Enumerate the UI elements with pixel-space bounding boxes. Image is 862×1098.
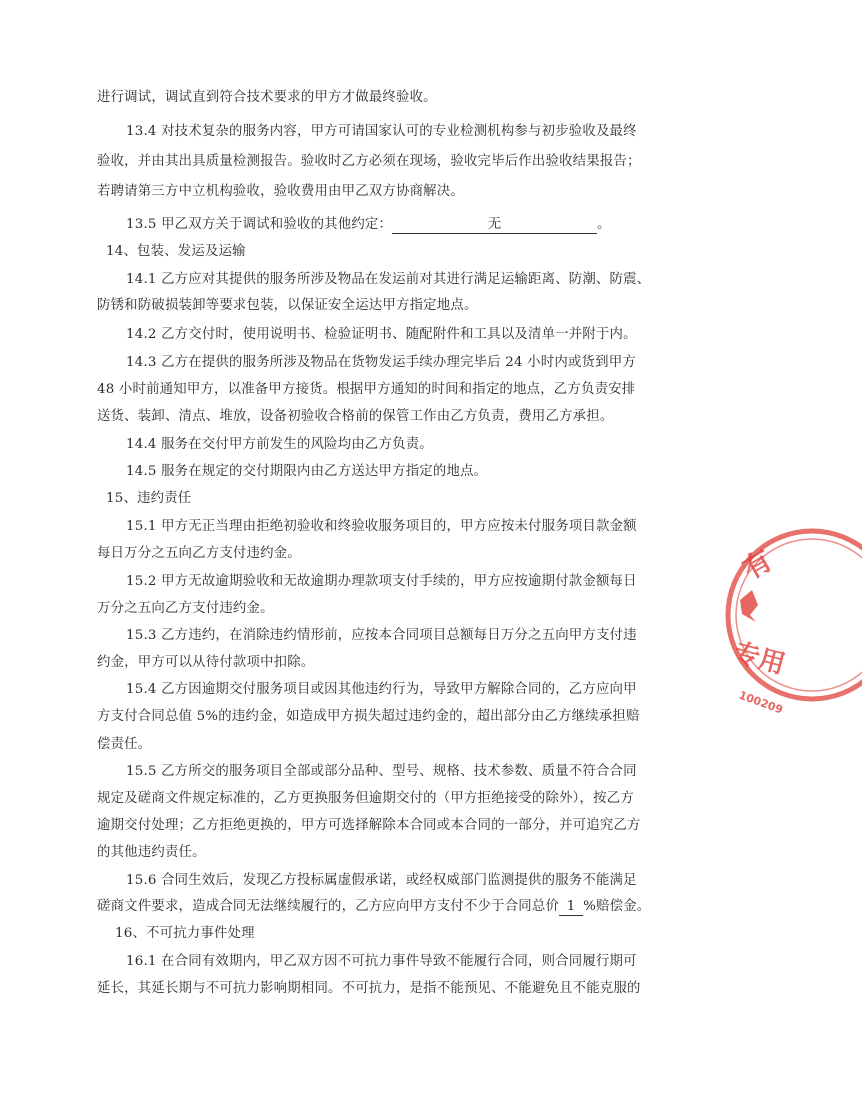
clause-15-1: 15.1 甲方无正当理由拒绝初验收和终验收服务项目的，甲方应按未付服务项目款金额 [126,519,637,534]
clause-15-2: 15.2 甲方无故逾期验收和无故逾期办理款项支付手续的，甲方应按逾期付款金额每日 [126,574,637,589]
clause-14-1: 14.1 乙方应对其提供的服务所涉及物品在发运前对其进行满足运输距离、防潮、防震、 [126,272,651,287]
text-line: 方支付合同总值 5%的违约金，如造成甲方损失超过违约金的，超出部分由乙方继续承担赔 [97,709,640,724]
clause-14-5: 14.5 服务在规定的交付期限内由乙方送达甲方指定的地点。 [126,464,488,479]
clause-16-1: 16.1 在合同有效期内，甲乙双方因不可抗力事件导致不能履行合同，则合同履行期可 [126,954,637,969]
text-line: 偿责任。 [97,737,152,752]
clause-13-5-blank: 无 [392,217,597,234]
text-line: 万分之五向乙方支付违约金。 [97,601,274,616]
text-line: 每日万分之五向乙方支付违约金。 [97,546,301,561]
text-line: 送货、装卸、清点、堆放，设备初验收合格前的保管工作由乙方负责，费用乙方承担。 [97,409,614,424]
text-line: 延长，其延长期与不可抗力影响期相同。不可抗力，是指不能预见、不能避免且不能克服的 [97,981,641,996]
seal-text-mid: 专用 [730,637,789,681]
clause-14-4: 14.4 服务在交付甲方前发生的风险均由乙方负责。 [126,437,433,452]
clause-15-3: 15.3 乙方违约，在消除违约情形前，应按本合同项目总额每日万分之五向甲方支付违 [126,628,637,643]
section-heading-16: 16、不可抗力事件处理 [115,926,255,941]
clause-13-5-text: 13.5 甲乙双方关于调试和验收的其他约定： [126,217,393,232]
text-line: 约金，甲方可以从待付款项中扣除。 [97,655,315,670]
clause-15-4: 15.4 乙方因逾期交付服务项目或因其他违约行为，导致甲方解除合同的，乙方应向甲 [126,682,637,697]
section-heading-14: 14、包装、发运及运输 [106,244,246,259]
seal-text-number: 100209 [736,688,785,717]
clause-15-6-after: %赔偿金。 [583,899,651,914]
clause-13-5 [126,216,611,234]
text-line: 防锈和防破损装卸等要求包装，以保证安全运达甲方指定地点。 [97,298,478,313]
clause-15-6-continued [97,898,650,916]
clause-14-2: 14.2 乙方交付时，使用说明书、检验证明书、随配附件和工具以及清单一并附于内。 [126,327,637,342]
seal-text-top: 有 [737,543,778,587]
text-line: 逾期交付处理；乙方拒绝更换的，甲方可选择解除本合同或本合同的一部分，并可追究乙方 [97,818,641,833]
text-line: 规定及磋商文件规定标准的，乙方更换服务但逾期交付的（甲方拒绝接受的除外），按乙方 [97,791,634,806]
text-line: 48 小时前通知甲方，以准备甲方接货。根据甲方通知的时间和指定的地点，乙方负责安排 [97,382,636,397]
clause-15-6-before: 磋商文件要求，造成合同无法继续履行的，乙方应向甲方支付不少于合同总价 [97,899,560,914]
section-heading-15: 15、违约责任 [106,491,192,506]
text-line: 验收，并由其出具质量检测报告。验收时乙方必须在现场，验收完毕后作出验收结果报告； [97,154,641,169]
clause-13-5-end: 。 [597,217,611,232]
company-seal-stamp [712,520,862,717]
clause-13-4: 13.4 对技术复杂的服务内容，甲方可请国家认可的专业检测机构参与初步验收及最终 [126,124,637,139]
clause-15-6-percent-blank: 1 [559,899,583,916]
clause-15-6: 15.6 合同生效后，发现乙方投标属虚假承诺，或经权威部门监测提供的服务不能满足 [126,873,637,888]
text-line: 若聘请第三方中立机构验收，验收费用由甲乙双方协商解决。 [97,184,464,199]
clause-15-5: 15.5 乙方所交的服务项目全部或部分品种、型号、规格、技术参数、质量不符合合同 [126,764,637,779]
seal-star-icon [740,590,758,622]
text-line: 的其他违约责任。 [97,845,206,860]
clause-14-3: 14.3 乙方在提供的服务所涉及物品在货物发运手续办理完毕后 24 小时内或货到甲方 [126,355,636,370]
text-line: 进行调试，调试直到符合技术要求的甲方才做最终验收。 [97,90,437,105]
